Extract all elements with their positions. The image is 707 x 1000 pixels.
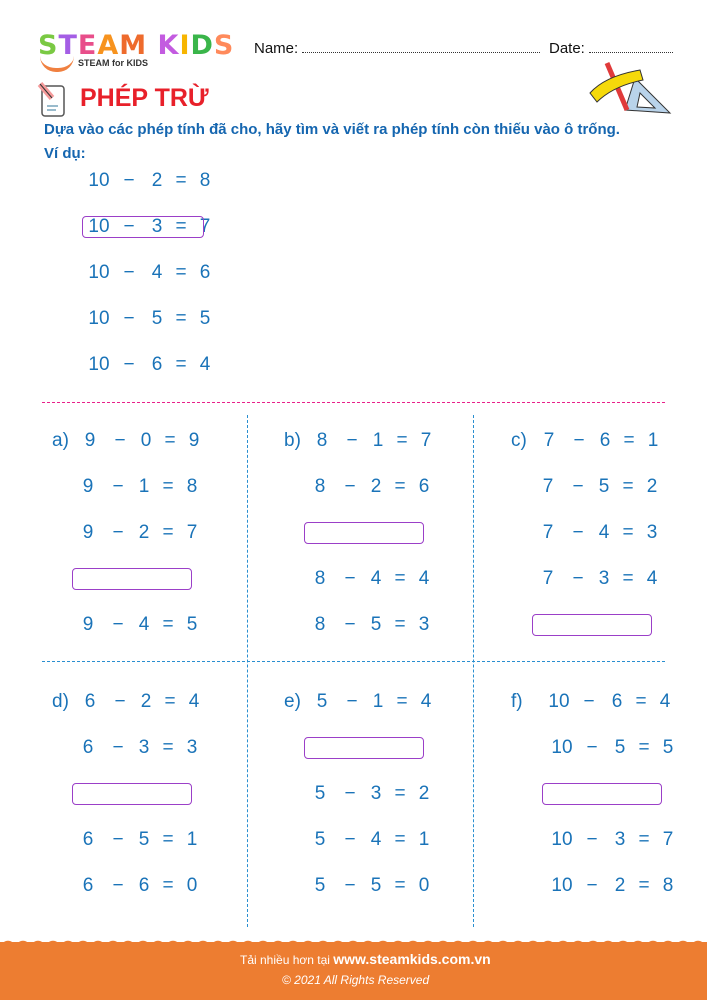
minuend: 9 bbox=[82, 476, 94, 497]
exercise-label: e) bbox=[284, 691, 301, 712]
subtrahend: 6 bbox=[138, 875, 150, 896]
ruler-triangle-icon bbox=[585, 58, 675, 118]
equals-sign: = bbox=[394, 614, 406, 635]
equals-sign: = bbox=[162, 829, 174, 850]
date-label: Date: bbox=[549, 40, 585, 57]
equation bbox=[80, 475, 210, 499]
difference: 3 bbox=[418, 614, 430, 635]
date-field[interactable] bbox=[549, 40, 673, 57]
minus-sign: − bbox=[344, 614, 356, 635]
exercise-label: b) bbox=[284, 430, 301, 451]
subtrahend: 3 bbox=[151, 216, 163, 237]
difference: 3 bbox=[646, 522, 658, 543]
subtrahend: 4 bbox=[370, 568, 382, 589]
minus-sign: − bbox=[112, 522, 124, 543]
minuend: 10 bbox=[548, 691, 570, 712]
equals-sign: = bbox=[394, 476, 406, 497]
difference: 8 bbox=[186, 476, 198, 497]
difference: 8 bbox=[199, 170, 211, 191]
minuend: 7 bbox=[542, 522, 554, 543]
minuend: 7 bbox=[543, 430, 555, 451]
equation bbox=[540, 567, 670, 591]
difference: 2 bbox=[646, 476, 658, 497]
equation bbox=[87, 307, 217, 331]
minus-sign: − bbox=[112, 875, 124, 896]
minus-sign: − bbox=[344, 476, 356, 497]
difference: 5 bbox=[662, 737, 674, 758]
difference: 7 bbox=[199, 216, 211, 237]
minuend: 8 bbox=[314, 614, 326, 635]
minuend: 10 bbox=[88, 216, 110, 237]
minus-sign: − bbox=[586, 829, 598, 850]
equals-sign: = bbox=[162, 522, 174, 543]
equals-sign: = bbox=[635, 691, 647, 712]
difference: 4 bbox=[659, 691, 671, 712]
minus-sign: − bbox=[112, 829, 124, 850]
equation bbox=[312, 828, 442, 852]
footer-prefix: Tải nhiều hơn tại bbox=[240, 953, 334, 967]
subtrahend: 6 bbox=[599, 430, 611, 451]
minuend: 10 bbox=[551, 829, 573, 850]
subtrahend: 1 bbox=[138, 476, 150, 497]
equals-sign: = bbox=[175, 308, 187, 329]
subtrahend: 2 bbox=[138, 522, 150, 543]
minuend: 6 bbox=[82, 737, 94, 758]
subtrahend: 4 bbox=[598, 522, 610, 543]
subtrahend: 1 bbox=[372, 430, 384, 451]
equation bbox=[541, 429, 671, 453]
difference: 4 bbox=[420, 691, 432, 712]
minus-sign: − bbox=[344, 783, 356, 804]
equation bbox=[550, 874, 680, 898]
minus-sign: − bbox=[572, 476, 584, 497]
subtrahend: 3 bbox=[598, 568, 610, 589]
steam-kids-logo: STEAM KIDS bbox=[38, 30, 235, 61]
minus-sign: − bbox=[583, 691, 595, 712]
minus-sign: − bbox=[573, 430, 585, 451]
difference: 0 bbox=[186, 875, 198, 896]
subtrahend: 5 bbox=[598, 476, 610, 497]
subtrahend: 3 bbox=[370, 783, 382, 804]
difference: 5 bbox=[199, 308, 211, 329]
name-label: Name: bbox=[254, 40, 299, 57]
minuend: 10 bbox=[88, 170, 110, 191]
minus-sign: − bbox=[123, 262, 135, 283]
example-label: Ví dụ: bbox=[44, 145, 86, 162]
subtrahend: 6 bbox=[611, 691, 623, 712]
difference: 1 bbox=[418, 829, 430, 850]
answer-box[interactable] bbox=[304, 522, 424, 544]
equals-sign: = bbox=[162, 476, 174, 497]
equals-sign: = bbox=[175, 354, 187, 375]
equals-sign: = bbox=[164, 691, 176, 712]
equals-sign: = bbox=[396, 691, 408, 712]
difference: 4 bbox=[646, 568, 658, 589]
footer-url-link[interactable]: www.steamkids.com.vn bbox=[333, 951, 491, 967]
answer-box[interactable] bbox=[532, 614, 652, 636]
equation bbox=[80, 613, 210, 637]
equation bbox=[312, 567, 442, 591]
subtrahend: 5 bbox=[614, 737, 626, 758]
pencil-paper-icon bbox=[36, 80, 70, 120]
exercise-label: d) bbox=[52, 691, 69, 712]
equals-sign: = bbox=[162, 737, 174, 758]
footer-copyright: © 2021 All Rights Reserved bbox=[282, 973, 430, 987]
equation bbox=[82, 429, 212, 453]
minuend: 5 bbox=[314, 829, 326, 850]
minuend: 10 bbox=[551, 737, 573, 758]
equals-sign: = bbox=[638, 829, 650, 850]
highlight-box bbox=[82, 216, 204, 238]
subtrahend: 3 bbox=[138, 737, 150, 758]
minuend: 9 bbox=[82, 522, 94, 543]
equals-sign: = bbox=[175, 262, 187, 283]
minus-sign: − bbox=[346, 430, 358, 451]
difference: 1 bbox=[647, 430, 659, 451]
minus-sign: − bbox=[112, 737, 124, 758]
minuend: 10 bbox=[551, 875, 573, 896]
equation bbox=[550, 736, 680, 760]
equation bbox=[80, 736, 210, 760]
difference: 4 bbox=[188, 691, 200, 712]
minus-sign: − bbox=[572, 568, 584, 589]
minus-sign: − bbox=[123, 354, 135, 375]
equation bbox=[312, 613, 442, 637]
minuend: 9 bbox=[84, 430, 96, 451]
equals-sign: = bbox=[638, 737, 650, 758]
equation bbox=[87, 353, 217, 377]
difference: 4 bbox=[199, 354, 211, 375]
logo-swoosh bbox=[40, 56, 74, 72]
answer-box[interactable] bbox=[542, 783, 662, 805]
minuend: 5 bbox=[314, 875, 326, 896]
equation bbox=[314, 429, 444, 453]
equation bbox=[547, 690, 677, 714]
equation bbox=[312, 475, 442, 499]
difference: 1 bbox=[186, 829, 198, 850]
equals-sign: = bbox=[622, 476, 634, 497]
equals-sign: = bbox=[394, 568, 406, 589]
difference: 5 bbox=[186, 614, 198, 635]
subtrahend: 4 bbox=[138, 614, 150, 635]
equation bbox=[87, 261, 217, 285]
equation bbox=[80, 521, 210, 545]
equals-sign: = bbox=[162, 614, 174, 635]
difference: 4 bbox=[418, 568, 430, 589]
answer-box[interactable] bbox=[72, 783, 192, 805]
difference: 7 bbox=[420, 430, 432, 451]
subtrahend: 5 bbox=[370, 614, 382, 635]
minuend: 6 bbox=[82, 829, 94, 850]
exercise-label: f) bbox=[511, 691, 523, 712]
minuend: 6 bbox=[84, 691, 96, 712]
difference: 8 bbox=[662, 875, 674, 896]
difference: 0 bbox=[418, 875, 430, 896]
subtrahend: 2 bbox=[370, 476, 382, 497]
equation bbox=[550, 828, 680, 852]
instruction-text: Dựa vào các phép tính đã cho, hãy tìm và viết ra phép tính còn thiếu vào ô trống. bbox=[44, 121, 620, 138]
minuend: 10 bbox=[88, 262, 110, 283]
equals-sign: = bbox=[623, 430, 635, 451]
minus-sign: − bbox=[114, 430, 126, 451]
difference: 7 bbox=[662, 829, 674, 850]
minus-sign: − bbox=[114, 691, 126, 712]
subtrahend: 2 bbox=[140, 691, 152, 712]
minus-sign: − bbox=[123, 308, 135, 329]
equals-sign: = bbox=[622, 568, 634, 589]
minuend: 8 bbox=[316, 430, 328, 451]
equation bbox=[312, 782, 442, 806]
subtrahend: 3 bbox=[614, 829, 626, 850]
difference: 3 bbox=[186, 737, 198, 758]
equals-sign: = bbox=[394, 829, 406, 850]
minus-sign: − bbox=[572, 522, 584, 543]
equation bbox=[87, 169, 217, 193]
equals-sign: = bbox=[394, 875, 406, 896]
equals-sign: = bbox=[396, 430, 408, 451]
column-divider bbox=[247, 415, 248, 927]
minuend: 8 bbox=[314, 476, 326, 497]
difference: 2 bbox=[418, 783, 430, 804]
equation bbox=[80, 874, 210, 898]
equals-sign: = bbox=[638, 875, 650, 896]
subtrahend: 5 bbox=[370, 875, 382, 896]
minuend: 10 bbox=[88, 354, 110, 375]
minuend: 7 bbox=[542, 568, 554, 589]
pink-divider bbox=[42, 402, 665, 403]
subtrahend: 0 bbox=[140, 430, 152, 451]
blue-divider bbox=[42, 661, 665, 662]
equation bbox=[314, 690, 444, 714]
minus-sign: − bbox=[344, 829, 356, 850]
equation bbox=[82, 690, 212, 714]
equals-sign: = bbox=[175, 170, 187, 191]
answer-box[interactable] bbox=[304, 737, 424, 759]
minus-sign: − bbox=[344, 568, 356, 589]
minus-sign: − bbox=[112, 476, 124, 497]
subtrahend: 2 bbox=[614, 875, 626, 896]
subtrahend: 4 bbox=[151, 262, 163, 283]
minuend: 5 bbox=[316, 691, 328, 712]
subtrahend: 1 bbox=[372, 691, 384, 712]
minus-sign: − bbox=[123, 216, 135, 237]
minus-sign: − bbox=[586, 875, 598, 896]
difference: 7 bbox=[186, 522, 198, 543]
equation bbox=[540, 475, 670, 499]
equals-sign: = bbox=[175, 216, 187, 237]
minus-sign: − bbox=[112, 614, 124, 635]
equals-sign: = bbox=[394, 783, 406, 804]
minus-sign: − bbox=[346, 691, 358, 712]
minus-sign: − bbox=[344, 875, 356, 896]
date-line[interactable] bbox=[589, 52, 673, 53]
answer-box[interactable] bbox=[72, 568, 192, 590]
exercise-label: a) bbox=[52, 430, 69, 451]
subtrahend: 5 bbox=[151, 308, 163, 329]
subtrahend: 4 bbox=[370, 829, 382, 850]
minuend: 5 bbox=[314, 783, 326, 804]
minuend: 10 bbox=[88, 308, 110, 329]
name-field[interactable] bbox=[254, 40, 540, 57]
difference: 9 bbox=[188, 430, 200, 451]
logo-subtitle: STEAM for KIDS bbox=[78, 58, 149, 68]
equals-sign: = bbox=[164, 430, 176, 451]
subtrahend: 5 bbox=[138, 829, 150, 850]
name-line[interactable] bbox=[302, 52, 540, 53]
equals-sign: = bbox=[162, 875, 174, 896]
column-divider bbox=[473, 415, 474, 927]
difference: 6 bbox=[199, 262, 211, 283]
subtrahend: 2 bbox=[151, 170, 163, 191]
footer-download bbox=[240, 951, 491, 967]
minuend: 6 bbox=[82, 875, 94, 896]
difference: 6 bbox=[418, 476, 430, 497]
exercise-label: c) bbox=[511, 430, 527, 451]
subtrahend: 6 bbox=[151, 354, 163, 375]
equals-sign: = bbox=[622, 522, 634, 543]
equation bbox=[540, 521, 670, 545]
minus-sign: − bbox=[586, 737, 598, 758]
page-title: PHÉP TRỪ bbox=[80, 84, 209, 112]
minuend: 9 bbox=[82, 614, 94, 635]
minuend: 7 bbox=[542, 476, 554, 497]
equation bbox=[312, 874, 442, 898]
minus-sign: − bbox=[123, 170, 135, 191]
minuend: 8 bbox=[314, 568, 326, 589]
equation bbox=[80, 828, 210, 852]
